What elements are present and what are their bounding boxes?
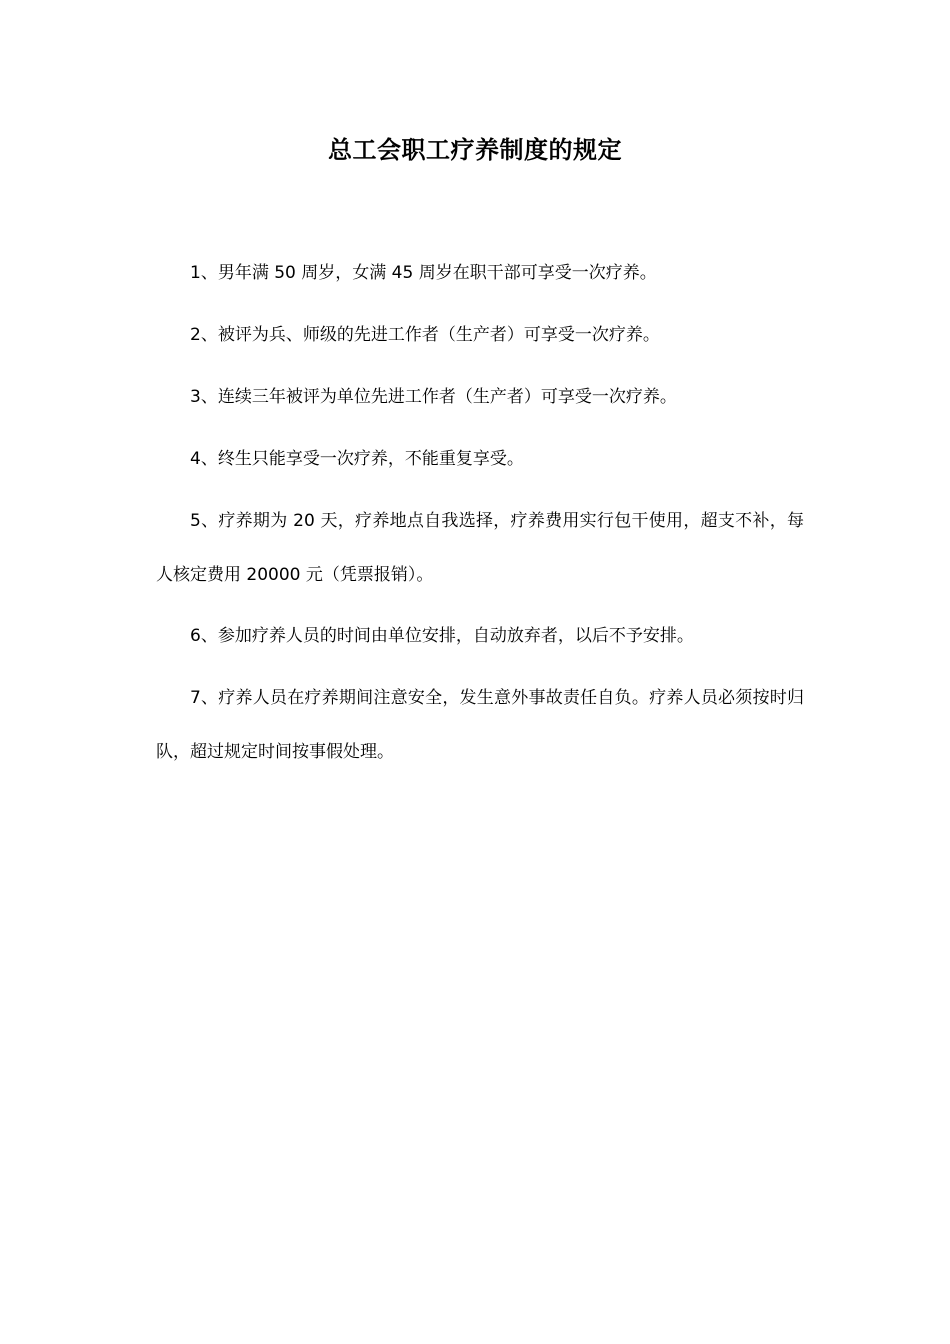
rule-paragraph-2: 2、被评为兵、师级的先进工作者（生产者）可享受一次疗养。 [190, 325, 660, 345]
rule-paragraph-7: 7、疗养人员在疗养期间注意安全，发生意外事故责任自负。疗养人员必须按时归队，超过规定时间按事假处理。 [156, 688, 804, 762]
rule-paragraph-5: 5、疗养期为 20 天，疗养地点自我选择，疗养费用实行包干使用，超支不补，每人核定费用 20000 元（凭票报销）。 [156, 511, 804, 585]
document-title: 总工会职工疗养制度的规定 [328, 136, 622, 164]
document-body [156, 258, 804, 798]
rule-paragraph-4: 4、终生只能享受一次疗养，不能重复享受。 [190, 449, 524, 469]
rule-paragraph-3: 3、连续三年被评为单位先进工作者（生产者）可享受一次疗养。 [190, 387, 677, 407]
rule-paragraph-1: 1、男年满 50 周岁，女满 45 周岁在职干部可享受一次疗养。 [190, 263, 657, 283]
rule-paragraph-6: 6、参加疗养人员的时间由单位安排，自动放弃者，以后不予安排。 [190, 626, 694, 646]
